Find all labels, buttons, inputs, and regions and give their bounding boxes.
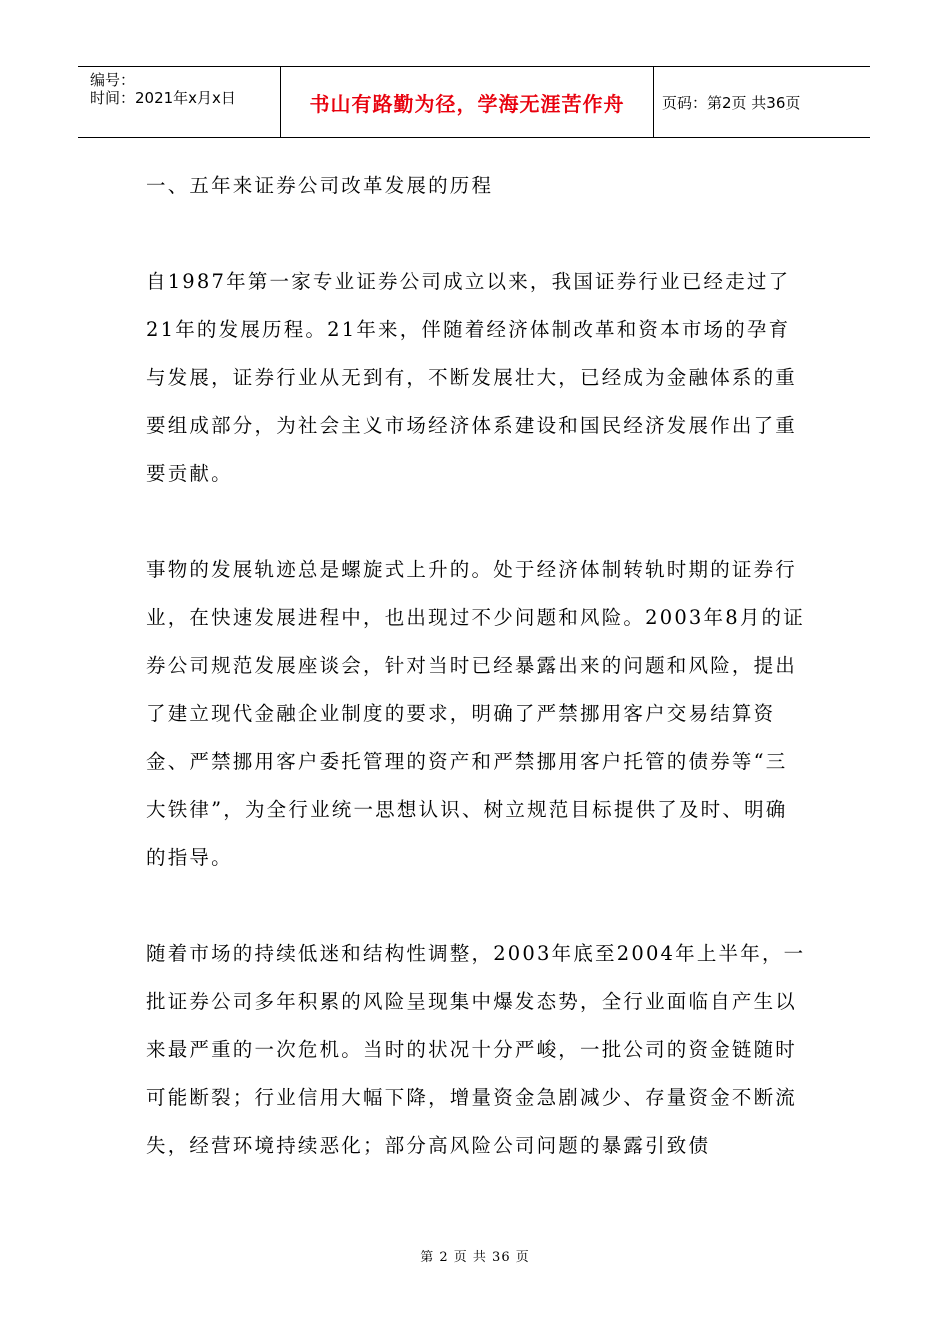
header-motto-cell	[281, 67, 654, 137]
page-header	[78, 66, 870, 138]
header-page-cell	[654, 67, 870, 137]
spacer	[146, 210, 806, 258]
paragraph-2: 事物的发展轨迹总是螺旋式上升的。处于经济体制转轨时期的证券行业，在快速发展进程中，也出现过不少问题和风险。2003年8月的证券公司规范发展座谈会，针对当时已经暴露出来的问题和风险，提出了建立现代金融企业制度的要求，明确了严禁挪用客户交易结算资金、严禁挪用客户委托管理的资产和严禁挪用客户托管的债券等“三大铁律”，为全行业统一思想认识、树立规范目标提供了及时、明确的指导。	[146, 558, 805, 869]
time-label: 时间：2021年x月x日	[90, 89, 236, 107]
paragraph-1: 自1987年第一家专业证券公司成立以来，我国证券行业已经走过了21年的发展历程。21年来，伴随着经济体制改革和资本市场的孕育与发展，证券行业从无到有，不断发展壮大，已经成为金融体系的重要组成部分，为社会主义市场经济体系建设和国民经济发展作出了重要贡献。	[146, 270, 798, 485]
spacer	[146, 498, 806, 546]
number-label: 编号：	[90, 71, 136, 89]
paragraph-3: 随着市场的持续低迷和结构性调整，2003年底至2004年上半年，一批证券公司多年积累的风险呈现集中爆发态势，全行业面临自产生以来最严重的一次危机。当时的状况十分严峻，一批公司的资金链随时可能断裂；行业信用大幅下降，增量资金急剧减少、存量资金不断流失，经营环境持续恶化；部分高风险公司问题的暴露引致债	[146, 942, 806, 1157]
spacer	[146, 882, 806, 930]
section-heading: 一、五年来证券公司改革发展的历程	[146, 174, 494, 197]
motto-text: 书山有路勤为径，学海无涯苦作舟	[309, 91, 625, 116]
document-body	[146, 162, 806, 1170]
page-footer: 第 2 页 共 36 页	[420, 1250, 530, 1265]
page-code: 页码：第2页 共36页	[662, 93, 801, 112]
header-meta	[78, 67, 281, 137]
